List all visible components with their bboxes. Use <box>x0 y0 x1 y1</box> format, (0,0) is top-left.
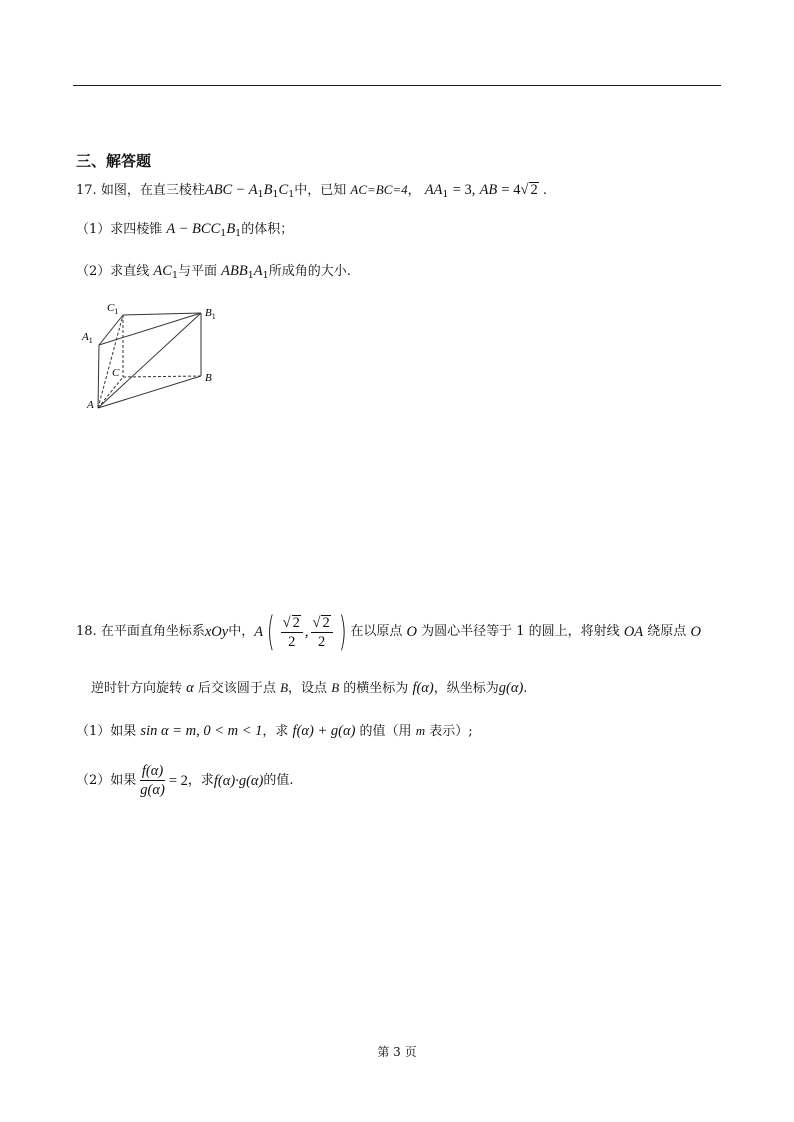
label-c1: $C_1$ <box>107 302 119 316</box>
frac-sqrt2-over-2-a: $\frac{√ 2}{2}$ <box>281 614 303 651</box>
q17-part1: （1）求四棱锥 $A - BCC_1B_1$的体积； <box>76 221 294 239</box>
edge-c1b1 <box>123 313 201 315</box>
label-b1: $B_1$ <box>205 307 216 321</box>
label-b: B <box>205 372 212 384</box>
q18-part1: （1）如果 sin α = m, 0 < m < 1，求 f(α) + g(α) 的值（用 m 表示）; <box>76 723 473 739</box>
edge-ab <box>98 376 201 408</box>
edge-cb-hidden <box>123 376 201 377</box>
segment-ac1-hidden <box>98 315 123 408</box>
prism-figure <box>78 298 228 418</box>
label-c: C <box>112 367 120 379</box>
frac-f-over-g: $\frac{f(\alpha)}{g(\alpha)}$ <box>140 763 165 798</box>
section-heading: 三、解答题 <box>76 152 152 170</box>
q18-stem: 18. 在平面直角坐标系 xOy 中， A ( $\frac{√ 2}{2}$ , $\frac{√ 2}{2}$ ) 在以原点 O 为圆心半径等于 1 的圆上，将射线 OA 绕原点 O <box>76 609 701 655</box>
edge-a1a <box>98 345 99 408</box>
q17-part2: （2）求直线 $AC_1$与平面 $ABB_1A_1$所成角的大小. <box>76 263 351 281</box>
header-rule <box>73 85 721 86</box>
q17-stem: 17. 如图，在直三棱柱ABC − $A_1B_1C_1$中，已知 AC=BC=4， $AA_1 = 3$, AB = 4√ 2 . <box>76 182 547 200</box>
q18-stem-line2: 逆时针方向旋转 α 后交该圆于点 B，设点 B 的横坐标为 f(α)，纵坐标为g(α). <box>91 680 528 696</box>
frac-sqrt2-over-2-b: $\frac{√ 2}{2}$ <box>311 614 333 651</box>
label-a1: $A_1$ <box>82 331 93 345</box>
q17-number: 17. <box>76 183 97 198</box>
edge-a1b1 <box>99 313 201 345</box>
label-a: A <box>87 399 94 411</box>
q18-number: 18. <box>76 624 97 639</box>
q18-part2: （2）如果 $\frac{f(\alpha)}{g(\alpha)}$ = 2 ，求 f(α)·g(α) 的值. <box>76 763 294 798</box>
page-footer: 第 3 页 <box>377 1045 417 1059</box>
